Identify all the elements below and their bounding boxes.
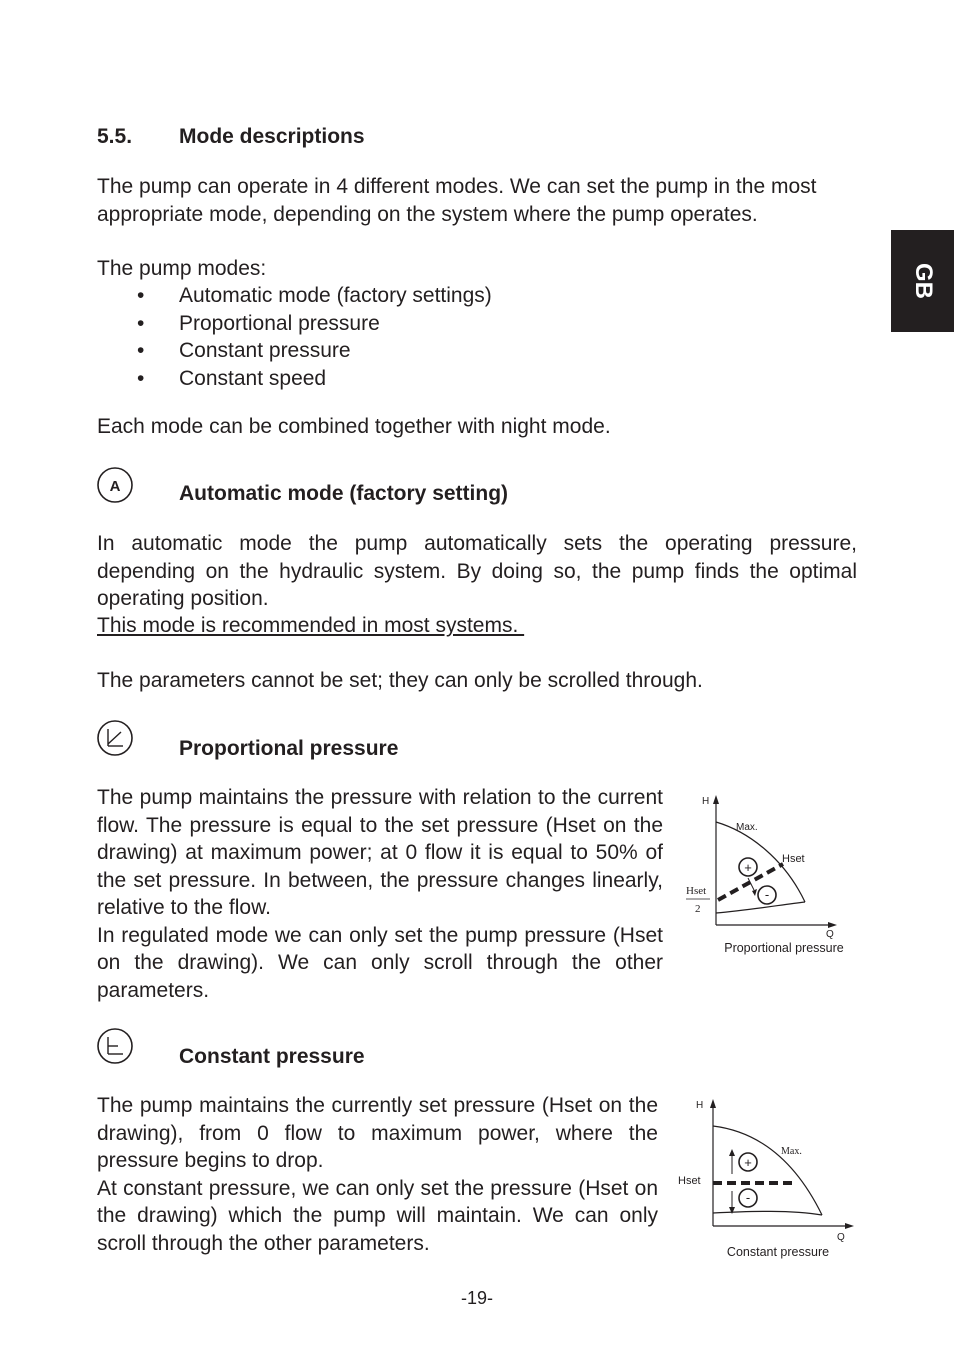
- hset-label: Hset: [678, 1175, 701, 1187]
- proportional-pressure-body-1: The pump maintains the pressure with relation to the current flow. The pressure is equal to the set pressure (Hset on the drawing) at maximum power; at 0 flow it is equal to 50% of the set pressure. In between, the pressure changes linearly, relative to the flow.: [97, 786, 663, 919]
- proportional-pressure-text: [97, 784, 663, 1004]
- minus-sign: -: [745, 1190, 751, 1205]
- section-intro: The pump can operate in 4 different modes. We can set the pump in the most appropriate mode, depending on the system where the pump operates.: [97, 175, 817, 226]
- hset-label: Hset: [782, 853, 805, 865]
- constant-pressure-text: [97, 1092, 658, 1257]
- proportional-pressure-icon: [96, 719, 134, 757]
- automatic-mode-icon-letter: A: [109, 478, 121, 495]
- bullet: •: [137, 339, 145, 362]
- modes-list: [97, 282, 797, 392]
- constant-pressure-diagram: [672, 1094, 857, 1264]
- constant-pressure-body-2: At constant pressure, we can only set the pressure (Hset on the drawing) which the pump will maintain. We can only scroll through the other parameters.: [97, 1176, 658, 1255]
- proportional-pressure-title: Proportional pressure: [179, 737, 399, 760]
- bullet: •: [137, 366, 145, 390]
- language-tab: [891, 230, 954, 332]
- plus-sign: +: [744, 860, 752, 875]
- section-number: 5.5.: [97, 125, 133, 148]
- automatic-mode-title: Automatic mode (factory setting): [179, 482, 509, 505]
- bullet: •: [137, 284, 145, 307]
- plus-sign: +: [744, 1155, 752, 1170]
- proportional-pressure-diagram: [680, 790, 860, 960]
- axis-q-label: Q: [826, 929, 834, 940]
- bullet: •: [137, 311, 145, 335]
- list-item: • Proportional pressure: [97, 310, 797, 338]
- night-mode-note: Each mode can be combined together with night mode.: [97, 415, 611, 438]
- axis-h-label: H: [702, 796, 710, 807]
- fraction-bottom: 2: [695, 903, 701, 915]
- section-title: Mode descriptions: [179, 125, 365, 148]
- modes-heading: The pump modes:: [97, 257, 267, 280]
- axis-h-label: H: [696, 1100, 704, 1111]
- constant-pressure-body-1: The pump maintains the currently set pressure (Hset on the drawing), from 0 flow to maximum power, where the pressure begins to drop.: [97, 1094, 658, 1172]
- automatic-mode-icon: [96, 466, 134, 504]
- page-number: -19-: [460, 1288, 493, 1308]
- list-item: • Constant speed: [97, 365, 797, 393]
- constant-pressure-title: Constant pressure: [179, 1045, 365, 1068]
- constant-diagram-caption: Constant pressure: [726, 1245, 830, 1259]
- fraction-top: Hset: [686, 885, 707, 897]
- minus-sign: -: [764, 887, 770, 902]
- proportional-pressure-body-2: In regulated mode we can only set the pump pressure (Hset on the drawing). We can only scroll through the other parameters.: [97, 923, 663, 1002]
- list-item: • Automatic mode (factory settings): [97, 282, 797, 310]
- max-label: Max.: [781, 1146, 802, 1157]
- list-item: • Constant pressure: [97, 337, 797, 365]
- language-tab-label: GB: [909, 263, 937, 299]
- automatic-mode-recommendation: This mode is recommended in most systems.: [97, 614, 525, 637]
- constant-pressure-icon: [96, 1027, 134, 1065]
- max-label: Max.: [736, 822, 758, 833]
- axis-q-label: Q: [837, 1232, 845, 1243]
- proportional-diagram-caption: Proportional pressure: [724, 941, 844, 955]
- automatic-mode-body: In automatic mode the pump automatically sets the operating pressure, depending on the hydraulic system. By doing so, the pump finds the optimal operating position.: [97, 532, 857, 610]
- automatic-mode-note: The parameters cannot be set; they can only be scrolled through.: [97, 669, 703, 692]
